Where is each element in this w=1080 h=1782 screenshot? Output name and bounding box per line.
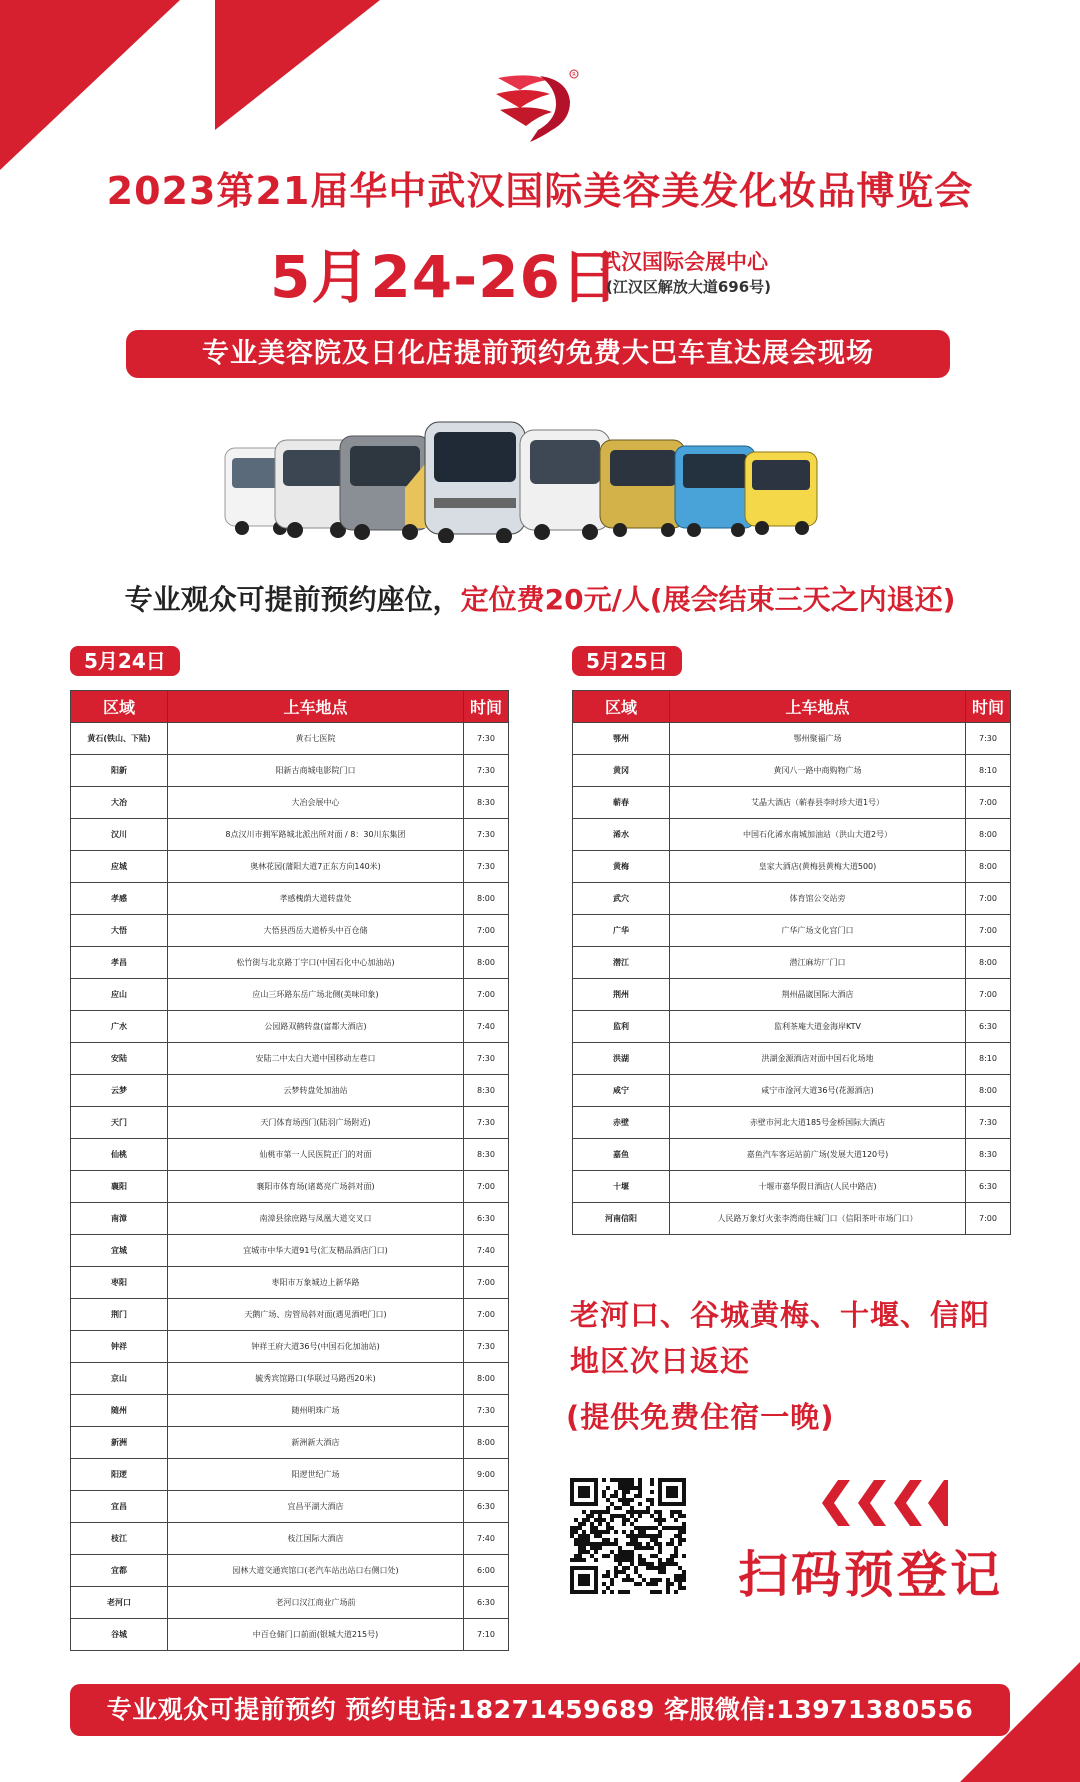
time-cell: 7:00 [464, 1267, 509, 1299]
time-cell: 7:30 [464, 755, 509, 787]
time-cell: 8:00 [464, 883, 509, 915]
buses-illustration [220, 418, 860, 543]
header-location: 上车地点 [168, 691, 464, 723]
region-cell: 应山 [71, 979, 168, 1011]
table-row [71, 1299, 509, 1331]
region-cell: 黄冈 [573, 755, 670, 787]
location-cell: 安陆二中太白大道中国移动左巷口 [168, 1043, 464, 1075]
table-row [71, 1459, 509, 1491]
time-cell: 7:00 [966, 915, 1011, 947]
header-region: 区域 [71, 691, 168, 723]
seat-reservation-note [0, 578, 1080, 618]
region-cell: 襄阳 [71, 1171, 168, 1203]
contact-footer: 专业观众可提前预约 预约电话:18271459689 客服微信:13971380556 [70, 1684, 1010, 1736]
table-row [573, 755, 1011, 787]
table-row [573, 947, 1011, 979]
time-cell: 8:30 [464, 787, 509, 819]
time-cell: 8:30 [966, 1139, 1011, 1171]
location-cell: 仙桃市第一人民医院正门的对面 [168, 1139, 464, 1171]
region-cell: 谷城 [71, 1619, 168, 1651]
region-cell: 广华 [573, 915, 670, 947]
location-cell: 孝感槐荫大道转盘处 [168, 883, 464, 915]
location-cell: 嘉鱼汽车客运站前广场(发展大道120号) [670, 1139, 966, 1171]
day1-date-tag: 5月24日 [70, 646, 180, 676]
time-cell: 8:10 [966, 755, 1011, 787]
table-row [573, 851, 1011, 883]
time-cell: 6:30 [966, 1171, 1011, 1203]
location-cell: 襄阳市体育场(诸葛亮广场斜对面) [168, 1171, 464, 1203]
table-row [71, 1555, 509, 1587]
table-row [71, 1267, 509, 1299]
location-cell: 天鹅广场、房管局斜对面(遇见酒吧门口) [168, 1299, 464, 1331]
region-cell: 枣阳 [71, 1267, 168, 1299]
location-cell: 公园路双鹤转盘(富都大酒店) [168, 1011, 464, 1043]
bus-image [600, 440, 685, 537]
bus-image [520, 430, 610, 540]
table-row [71, 1075, 509, 1107]
location-cell: 中百仓储门口前面(银城大道215号) [168, 1619, 464, 1651]
table-row [573, 1011, 1011, 1043]
time-cell: 8:30 [464, 1139, 509, 1171]
region-cell: 仙桃 [71, 1139, 168, 1171]
table-row [71, 1491, 509, 1523]
region-cell: 河南信阳 [573, 1203, 670, 1235]
table-row [573, 787, 1011, 819]
return-note-line2: 地区次日返还 [570, 1344, 751, 1378]
time-cell: 7:40 [464, 1235, 509, 1267]
table-row [573, 979, 1011, 1011]
table-row [71, 1395, 509, 1427]
time-cell: 7:30 [966, 723, 1011, 755]
time-cell: 6:30 [966, 1011, 1011, 1043]
region-cell: 大冶 [71, 787, 168, 819]
region-cell: 应城 [71, 851, 168, 883]
time-cell: 7:40 [464, 1011, 509, 1043]
free-stay-note: (提供免费住宿一晚) [566, 1400, 835, 1434]
time-cell: 7:00 [966, 979, 1011, 1011]
expo-logo-icon [490, 68, 590, 148]
bus-image [745, 452, 817, 535]
table-row [71, 1619, 509, 1651]
time-cell: 7:30 [464, 1107, 509, 1139]
table-row [573, 915, 1011, 947]
seat-note-fee: 定位费20元/人(展会结束三天之内退还) [460, 583, 956, 616]
table-row [71, 819, 509, 851]
scan-to-register-text: 扫码预登记 [738, 1546, 1003, 1604]
region-cell: 汉川 [71, 819, 168, 851]
region-cell: 新洲 [71, 1427, 168, 1459]
schedule-table-day1 [70, 690, 509, 1651]
bus-image [675, 446, 755, 537]
region-cell: 潜江 [573, 947, 670, 979]
expo-title: 2023第21届华中武汉国际美容美发化妆品博览会 [106, 169, 974, 213]
region-cell: 枝江 [71, 1523, 168, 1555]
header-time: 时间 [966, 691, 1011, 723]
table-row [71, 979, 509, 1011]
time-cell: 6:30 [464, 1491, 509, 1523]
region-cell: 阳逻 [71, 1459, 168, 1491]
region-cell: 南漳 [71, 1203, 168, 1235]
region-cell: 随州 [71, 1395, 168, 1427]
time-cell: 6:30 [464, 1203, 509, 1235]
header-time: 时间 [464, 691, 509, 723]
table-row [573, 723, 1011, 755]
region-cell: 鄂州 [573, 723, 670, 755]
time-cell: 7:00 [464, 915, 509, 947]
region-cell: 宜都 [71, 1555, 168, 1587]
location-cell: 大悟县西岳大道桥头中百仓储 [168, 915, 464, 947]
expo-date: 5月24-26日 [270, 243, 620, 311]
time-cell: 7:00 [966, 883, 1011, 915]
time-cell: 8:00 [464, 1427, 509, 1459]
location-cell: 枝江国际大酒店 [168, 1523, 464, 1555]
venue-address: (江汉区解放大道696号) [606, 278, 772, 296]
table-row [71, 915, 509, 947]
time-cell: 7:10 [464, 1619, 509, 1651]
region-cell: 老河口 [71, 1587, 168, 1619]
region-cell: 大悟 [71, 915, 168, 947]
table-row [573, 883, 1011, 915]
time-cell: 6:30 [464, 1587, 509, 1619]
table-header-row [71, 691, 509, 723]
region-cell: 咸宁 [573, 1075, 670, 1107]
region-cell: 嘉鱼 [573, 1139, 670, 1171]
time-cell: 7:00 [464, 979, 509, 1011]
table-row [71, 1427, 509, 1459]
table-row [71, 755, 509, 787]
table-row [71, 1363, 509, 1395]
location-cell: 园林大道交通宾馆口(老汽车站出站口右侧口处) [168, 1555, 464, 1587]
time-cell: 8:30 [464, 1075, 509, 1107]
svg-text:R: R [572, 72, 576, 78]
time-cell: 7:30 [464, 1043, 509, 1075]
table-row [71, 1331, 509, 1363]
time-cell: 7:30 [464, 1331, 509, 1363]
region-cell: 荆门 [71, 1299, 168, 1331]
table-row [71, 1587, 509, 1619]
table-row [71, 1203, 509, 1235]
region-cell: 十堰 [573, 1171, 670, 1203]
time-cell: 8:00 [966, 819, 1011, 851]
region-cell: 监利 [573, 1011, 670, 1043]
location-cell: 潜江麻坊厂门口 [670, 947, 966, 979]
return-note [570, 1292, 1020, 1384]
region-cell: 孝昌 [71, 947, 168, 979]
time-cell: 7:30 [464, 851, 509, 883]
location-cell: 宜城市中华大道91号(汇友精品酒店门口) [168, 1235, 464, 1267]
table-row [71, 1043, 509, 1075]
region-cell: 宜昌 [71, 1491, 168, 1523]
time-cell: 8:00 [464, 1363, 509, 1395]
seat-note-prefix: 专业观众可提前预约座位， [124, 583, 461, 616]
location-cell: 黄冈八一路中商购物广场 [670, 755, 966, 787]
location-cell: 云梦转盘处加油站 [168, 1075, 464, 1107]
time-cell: 8:00 [966, 947, 1011, 979]
location-cell: 毓秀宾馆路口(华联过马路西20米) [168, 1363, 464, 1395]
region-cell: 荆州 [573, 979, 670, 1011]
location-cell: 新洲新大酒店 [168, 1427, 464, 1459]
table-row [71, 787, 509, 819]
location-cell: 十堰市嘉华假日酒店(人民中路店) [670, 1171, 966, 1203]
location-cell: 洪湖金源酒店对面中国石化场地 [670, 1043, 966, 1075]
location-cell: 咸宁市淦河大道36号(花源酒店) [670, 1075, 966, 1107]
region-cell: 黄石(铁山、下陆) [71, 723, 168, 755]
time-cell: 7:00 [464, 1299, 509, 1331]
region-cell: 云梦 [71, 1075, 168, 1107]
region-cell: 钟祥 [71, 1331, 168, 1363]
location-cell: 枣阳市万象城边上新华路 [168, 1267, 464, 1299]
location-cell: 松竹街与北京路丁字口(中国石化中心加油站) [168, 947, 464, 979]
region-cell: 阳新 [71, 755, 168, 787]
location-cell: 奥林花园(蒲阳大道7正东方向140米) [168, 851, 464, 883]
location-cell: 宜昌平湖大酒店 [168, 1491, 464, 1523]
time-cell: 7:00 [464, 1171, 509, 1203]
table-row [573, 1107, 1011, 1139]
time-cell: 7:30 [464, 819, 509, 851]
table-row [573, 1171, 1011, 1203]
time-cell: 7:40 [464, 1523, 509, 1555]
region-cell: 安陆 [71, 1043, 168, 1075]
time-cell: 7:30 [966, 1107, 1011, 1139]
free-bus-banner: 专业美容院及日化店提前预约免费大巴车直达展会现场 [126, 330, 950, 378]
table-row [71, 1523, 509, 1555]
header-location: 上车地点 [670, 691, 966, 723]
table-row [573, 1075, 1011, 1107]
time-cell: 8:00 [966, 851, 1011, 883]
table-row [573, 819, 1011, 851]
table-row [71, 1107, 509, 1139]
venue-name: 武汉国际会展中心 [600, 250, 768, 274]
location-cell: 鄂州聚福广场 [670, 723, 966, 755]
region-cell: 洪湖 [573, 1043, 670, 1075]
location-cell: 中国石化浠水南城加油站（洪山大道2号） [670, 819, 966, 851]
region-cell: 赤壁 [573, 1107, 670, 1139]
region-cell: 黄梅 [573, 851, 670, 883]
bus-image [340, 436, 430, 540]
location-cell: 老河口汉江商业广场前 [168, 1587, 464, 1619]
region-cell: 京山 [71, 1363, 168, 1395]
location-cell: 皇家大酒店(黄梅县黄梅大道500) [670, 851, 966, 883]
table-row [71, 1139, 509, 1171]
time-cell: 7:00 [966, 787, 1011, 819]
time-cell: 7:30 [464, 723, 509, 755]
time-cell: 7:00 [966, 1203, 1011, 1235]
schedule-table-day2 [572, 690, 1011, 1235]
region-cell: 宜城 [71, 1235, 168, 1267]
table-row [71, 947, 509, 979]
table-row [573, 1203, 1011, 1235]
location-cell: 应山三环路东岳广场北侧(美味印象) [168, 979, 464, 1011]
return-note-line1: 老河口、谷城黄梅、十堰、信阳 [570, 1298, 991, 1332]
region-cell: 孝感 [71, 883, 168, 915]
location-cell: 钟祥王府大道36号(中国石化加油站) [168, 1331, 464, 1363]
location-cell: 黄石七医院 [168, 723, 464, 755]
region-cell: 天门 [71, 1107, 168, 1139]
chevron-left-arrows-icon [808, 1478, 948, 1528]
location-cell: 南漳县徐庶路与凤凰大道交叉口 [168, 1203, 464, 1235]
table-row [71, 723, 509, 755]
region-cell: 蕲春 [573, 787, 670, 819]
location-cell: 广华广场文化宫门口 [670, 915, 966, 947]
location-cell: 阳新古商城电影院门口 [168, 755, 464, 787]
time-cell: 8:00 [464, 947, 509, 979]
table-header-row [573, 691, 1011, 723]
region-cell: 武穴 [573, 883, 670, 915]
table-row [71, 1235, 509, 1267]
location-cell: 赤壁市河北大道185号金桥国际大酒店 [670, 1107, 966, 1139]
table-row [573, 1139, 1011, 1171]
location-cell: 荆州晶崴国际大酒店 [670, 979, 966, 1011]
location-cell: 随州明珠广场 [168, 1395, 464, 1427]
time-cell: 8:00 [966, 1075, 1011, 1107]
table-row [71, 883, 509, 915]
time-cell: 8:10 [966, 1043, 1011, 1075]
location-cell: 天门体育场西门(陆羽广场附近) [168, 1107, 464, 1139]
table-row [71, 1011, 509, 1043]
qr-code-icon[interactable] [570, 1478, 686, 1594]
location-cell: 8点汉川市拥军路城北派出所对面 / 8：30川东集团 [168, 819, 464, 851]
time-cell: 7:30 [464, 1395, 509, 1427]
day2-date-tag: 5月25日 [572, 646, 682, 676]
table-row [71, 1171, 509, 1203]
header-region: 区域 [573, 691, 670, 723]
region-cell: 浠水 [573, 819, 670, 851]
time-cell: 9:00 [464, 1459, 509, 1491]
location-cell: 阳逻世纪广场 [168, 1459, 464, 1491]
table-row [573, 1043, 1011, 1075]
location-cell: 监利茶庵大道金海岸KTV [670, 1011, 966, 1043]
table-row [71, 851, 509, 883]
location-cell: 艾晶大酒店（蕲春县李时珍大道1号） [670, 787, 966, 819]
location-cell: 体育馆公交站旁 [670, 883, 966, 915]
location-cell: 大冶会展中心 [168, 787, 464, 819]
time-cell: 6:00 [464, 1555, 509, 1587]
bus-image [425, 422, 525, 543]
location-cell: 人民路万象灯火张李湾商住城门口（信阳茶叶市场门口） [670, 1203, 966, 1235]
region-cell: 广水 [71, 1011, 168, 1043]
